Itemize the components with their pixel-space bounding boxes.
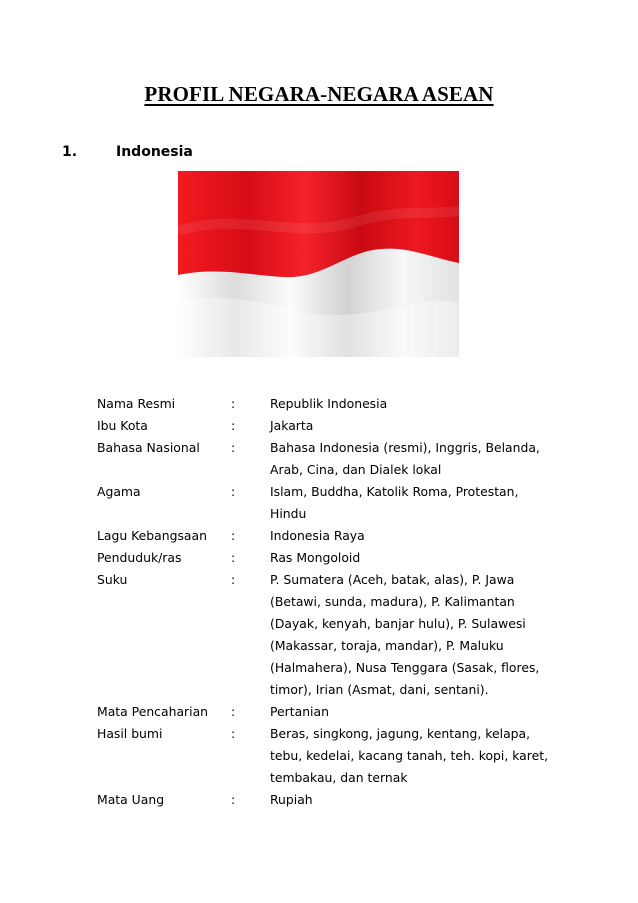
page-title: PROFIL NEGARA-NEGARA ASEAN <box>144 82 494 106</box>
profile-separator: : <box>231 528 236 543</box>
profile-row-agama <box>97 481 557 525</box>
profile-row-lagu-kebangsaan <box>97 525 557 547</box>
profile-row-suku <box>97 569 557 701</box>
profile-value: P. Sumatera (Aceh, batak, alas), P. Jawa (Betawi, sunda, madura), P. Kalimantan (Dayak, kenyah, banjar hulu), P. Sulawesi (Makassar, toraja, mandar), P. Maluku (Halmahera), Nusa Tenggara (Sasak, flores, timor), Irian (Asmat, dani, sentani). <box>270 572 540 697</box>
profile-value: Republik Indonesia <box>270 396 388 411</box>
profile-label: Bahasa Nasional <box>97 440 200 455</box>
profile-separator: : <box>231 550 236 565</box>
profile-value: Islam, Buddha, Katolik Roma, Protestan, Hindu <box>270 484 519 521</box>
profile-separator: : <box>231 440 236 455</box>
profile-row-bahasa-nasional <box>97 437 557 481</box>
profile-separator: : <box>231 572 236 587</box>
profile-separator: : <box>231 484 236 499</box>
profile-row-mata-uang <box>97 789 557 811</box>
profile-label: Agama <box>97 484 141 499</box>
profile-label: Ibu Kota <box>97 418 148 433</box>
profile-row-nama-resmi <box>97 393 557 415</box>
profile-separator: : <box>231 396 236 411</box>
profile-separator: : <box>231 726 236 741</box>
profile-value: Beras, singkong, jagung, kentang, kelapa, tebu, kedelai, kacang tanah, teh. kopi, karet, tembakau, dan ternak <box>270 726 549 785</box>
indonesia-flag-icon <box>178 171 459 357</box>
profile-value: Rupiah <box>270 792 313 807</box>
profile-separator: : <box>231 792 236 807</box>
profile-label: Penduduk/ras <box>97 550 182 565</box>
indonesia-flag-image <box>178 171 459 357</box>
profile-separator: : <box>231 704 236 719</box>
country-profile-list <box>97 393 557 811</box>
section-heading <box>62 144 193 160</box>
section-name: Indonesia <box>116 144 193 160</box>
profile-value: Bahasa Indonesia (resmi), Inggris, Belanda, Arab, Cina, dan Dialek lokal <box>270 440 540 477</box>
profile-value: Jakarta <box>270 418 314 433</box>
profile-row-penduduk-ras <box>97 547 557 569</box>
profile-label: Nama Resmi <box>97 396 176 411</box>
section-number: 1. <box>62 144 78 160</box>
profile-row-ibu-kota <box>97 415 557 437</box>
profile-value: Ras Mongoloid <box>270 550 361 565</box>
profile-value: Pertanian <box>270 704 329 719</box>
profile-row-mata-pencaharian <box>97 701 557 723</box>
profile-value: Indonesia Raya <box>270 528 365 543</box>
profile-separator: : <box>231 418 236 433</box>
profile-label: Mata Uang <box>97 792 165 807</box>
profile-label: Mata Pencaharian <box>97 704 209 719</box>
profile-label: Hasil bumi <box>97 726 163 741</box>
profile-label: Lagu Kebangsaan <box>97 528 207 543</box>
profile-label: Suku <box>97 572 128 587</box>
profile-row-hasil-bumi <box>97 723 557 789</box>
